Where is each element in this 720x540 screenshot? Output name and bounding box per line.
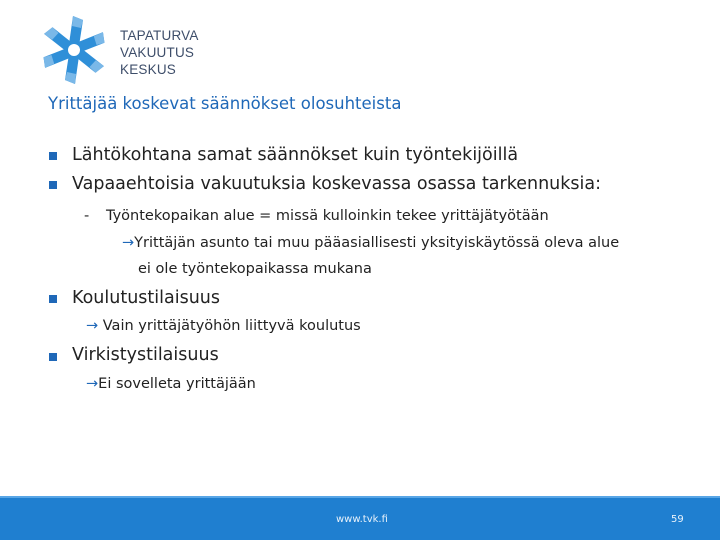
page-number: 59 (671, 514, 684, 525)
arrow-right-icon: → (86, 376, 99, 392)
arrow-note-continuation: ei ole työntekopaikassa mukana (138, 261, 372, 277)
bullet-marker (49, 295, 57, 303)
bullet-item: Lähtökohtana samat säännökset kuin työntekijöillä (72, 145, 519, 165)
arrow-note (86, 318, 361, 334)
logo-line-2: VAKUUTUS (120, 45, 195, 60)
footer-highlight (0, 496, 720, 498)
arrow-note-text: Vain yrittäjätyöhön liittyvä koulutus (98, 318, 361, 334)
sub-item: Työntekopaikan alue = missä kulloinkin tekee yrittäjätyötään (106, 208, 549, 224)
arrow-note-text: Yrittäjän asunto tai muu pääasiallisesti yksityiskäytössä oleva alue (134, 235, 620, 251)
bullet-item: Koulutustilaisuus (72, 288, 221, 308)
arrow-note (122, 235, 619, 251)
bullet-item: Virkistystilaisuus (72, 345, 219, 365)
logo-line-1: TAPATURVA (120, 28, 199, 43)
logo-line-3: KESKUS (120, 62, 176, 77)
star-logo-icon (38, 14, 110, 86)
bullet-item: Vapaaehtoisia vakuutuksia koskevassa osassa tarkennuksia: (72, 174, 602, 194)
slide-title: Yrittäjää koskevat säännökset olosuhteista (48, 94, 402, 113)
arrow-right-icon: → (86, 318, 99, 334)
arrow-right-icon: → (122, 235, 135, 251)
footer-url[interactable]: www.tvk.fi (336, 514, 388, 525)
bullet-marker (49, 152, 57, 160)
logo-wordmark (120, 27, 199, 78)
arrow-note-text: Ei sovelleta yrittäjään (98, 376, 256, 392)
bullet-marker (49, 353, 57, 361)
bullet-marker (49, 181, 57, 189)
sub-item-dash: - (84, 208, 90, 224)
arrow-note (86, 376, 256, 392)
